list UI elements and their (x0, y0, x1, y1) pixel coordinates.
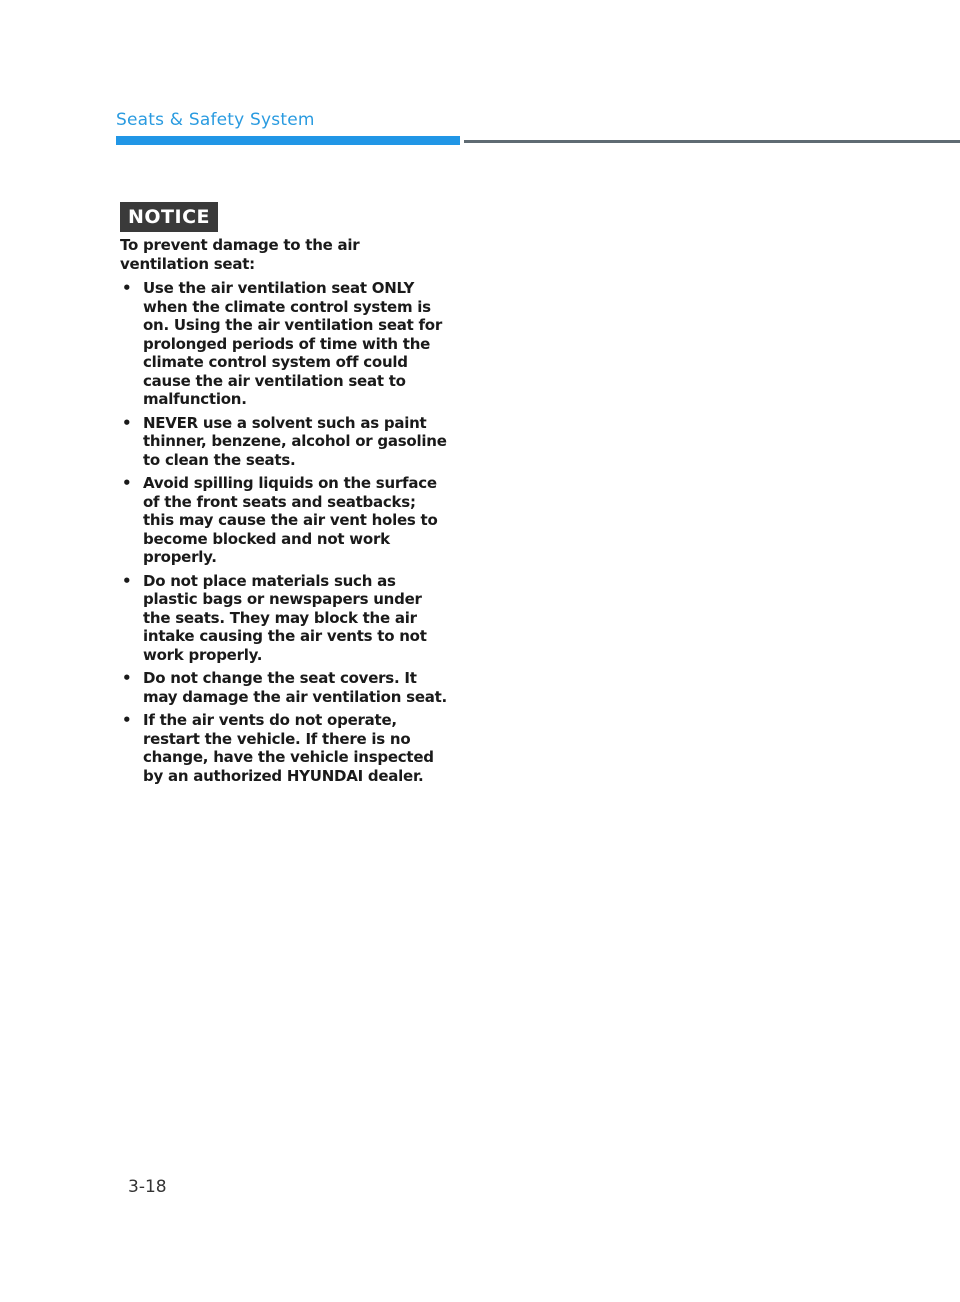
page-number: 3-18 (128, 1177, 167, 1197)
notice-bullet-list (120, 279, 448, 785)
list-item (120, 474, 448, 567)
list-item-text: If the air vents do not operate, restart the vehicle. If there is no change, have the vehicle inspected by an authorized HYUNDAI dealer. (143, 711, 434, 785)
notice-badge: NOTICE (120, 202, 218, 232)
list-item (120, 711, 448, 785)
bullet-dot-icon: • (122, 711, 132, 729)
notice-body (120, 236, 448, 790)
list-item (120, 279, 448, 409)
bullet-dot-icon: • (122, 571, 132, 590)
list-item-text: NEVER use a solvent such as paint thinner, benzene, alcohol or gasoline to clean the seats. (143, 413, 447, 469)
bullet-dot-icon: • (122, 279, 132, 297)
section-title: Seats & Safety System (116, 110, 315, 130)
list-item-text: Avoid spilling liquids on the surface of the front seats and seatbacks; this may cause the air vent holes to become blocked and not work properly. (143, 474, 438, 566)
header-divider-rule (464, 140, 960, 143)
notice-intro: To prevent damage to the air ventilation seat: (120, 236, 360, 273)
list-item (120, 414, 448, 470)
list-item (120, 572, 448, 665)
list-item-text: Do not place materials such as plastic bags or newspapers under the seats. They may block the air intake causing the air vents to not work properly. (143, 571, 427, 664)
bullet-dot-icon: • (122, 413, 132, 432)
list-item (120, 669, 448, 706)
header-accent-rule (116, 136, 460, 145)
list-item-text: Use the air ventilation seat ONLY when the climate control system is on. Using the air ventilation seat for prolonged periods of time with the climate control system off could cause the air ventilation seat to malfunction. (143, 279, 442, 408)
bullet-dot-icon: • (122, 474, 132, 492)
bullet-dot-icon: • (122, 669, 132, 687)
list-item-text: Do not change the seat covers. It may damage the air ventilation seat. (143, 669, 447, 706)
